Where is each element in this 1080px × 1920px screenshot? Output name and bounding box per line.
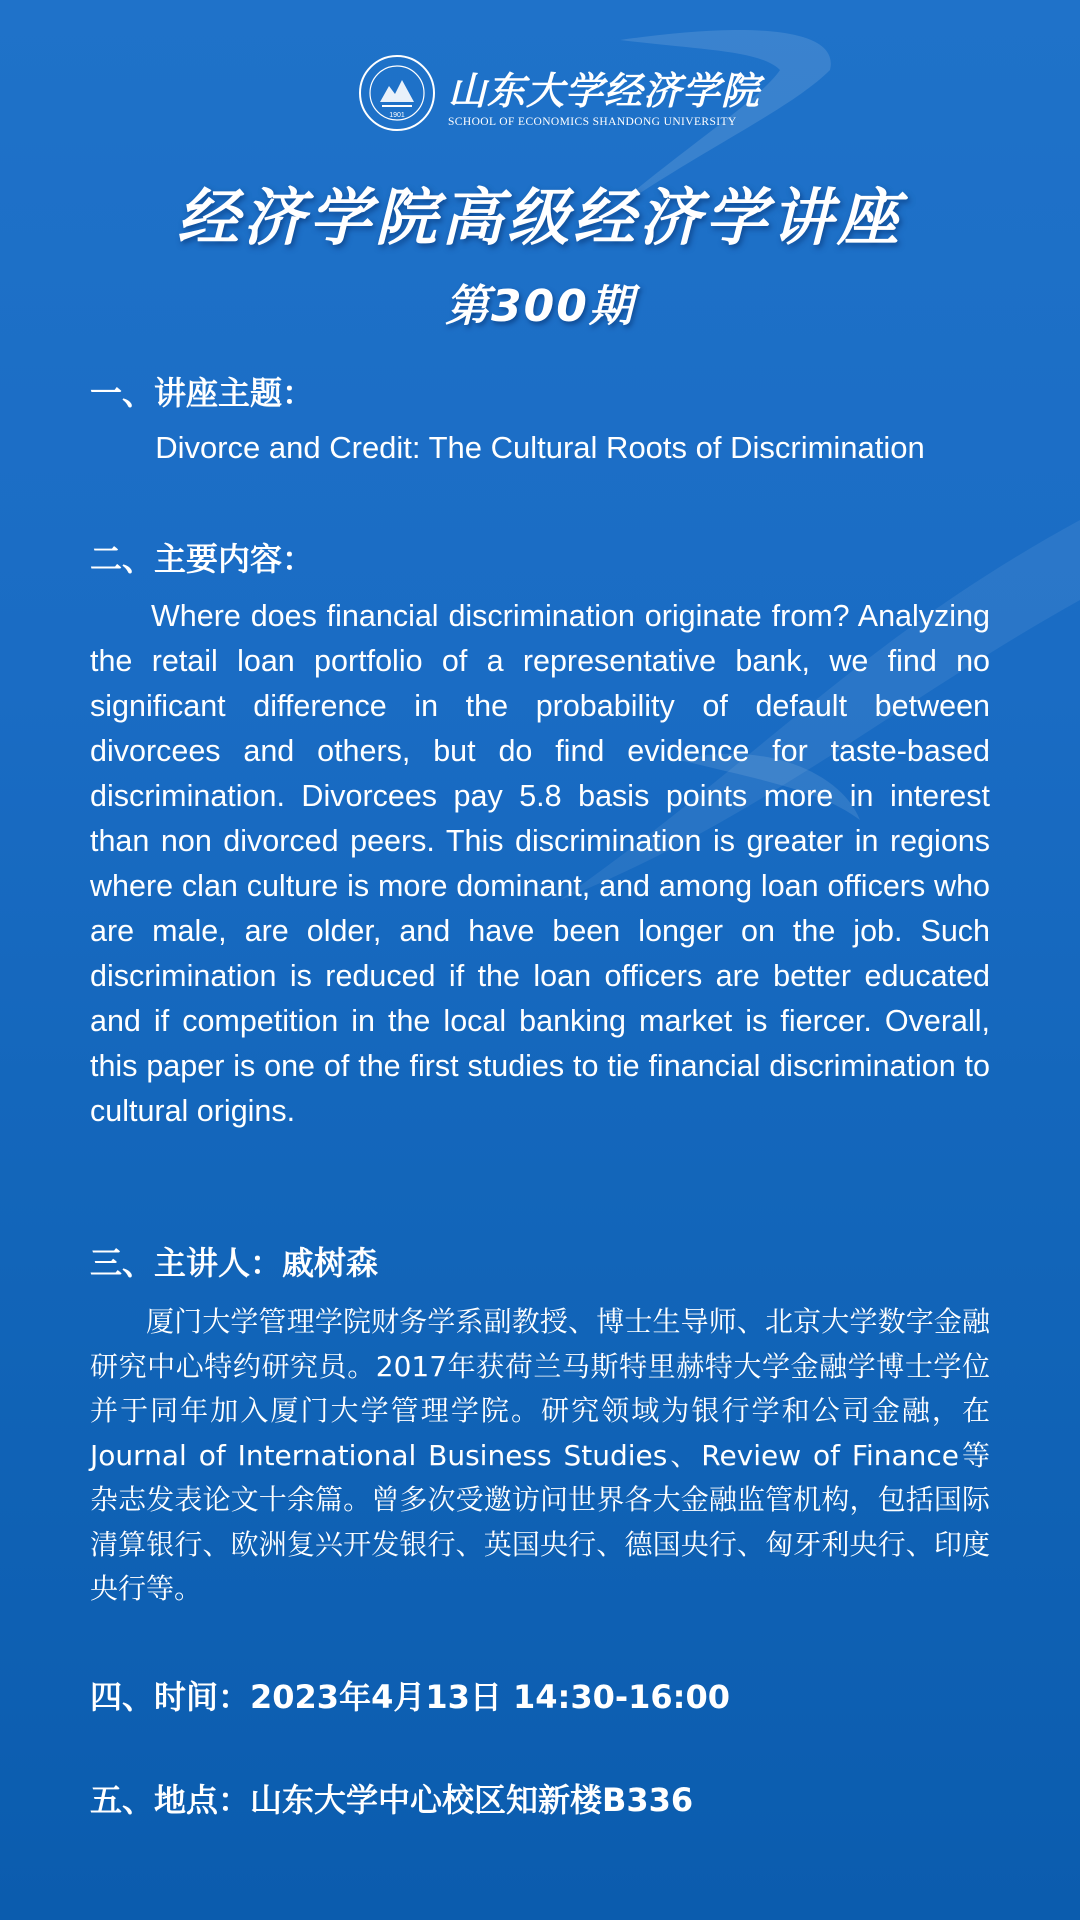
speaker-bio-paragraph: 厦门大学管理学院财务学系副教授、博士生导师、北京大学数字金融研究中心特约研究员。2017年获荷兰马斯特里赫特大学金融学博士学位并于同年加入厦门大学管理学院。研究领域为银行学和公司金融，在Journal of International Business Studies、Review of Finance等杂志发表论文十余篇。曾多次受邀访问世界各大金融监管机构，包括国际清算银行、欧洲复兴开发银行、英国央行、德国央行、匈牙利央行、印度央行等。 — [90, 1305, 990, 1605]
logo-chinese-name: 山东大学经济学院 — [448, 68, 761, 113]
issue-number: 第300期 — [445, 281, 635, 332]
topic-text: Divorce and Credit: The Cultural Roots of Discrimination — [155, 430, 925, 465]
logo-english-name: SCHOOL OF ECONOMICS SHANDONG UNIVERSITY — [448, 116, 737, 128]
school-logo — [0, 54, 1080, 136]
lecture-series-title: 经济学院高级经济学讲座 — [176, 181, 903, 254]
content-heading: 二、主要内容： — [90, 540, 315, 578]
university-seal-icon — [358, 54, 436, 132]
place-line: 五、地点：山东大学中心校区知新楼B336 — [90, 1781, 694, 1819]
abstract-paragraph: Where does financial discrimination originate from? Analyzing the retail loan portfolio of a representative bank, we find no significant difference in the probability of default between divorcees and others, but do find evidence for taste-based discrimination. Divorcees pay 5.8 basis points more in interest than non divorced peers. This discrimination is greater in regions where clan culture is more dominant, and among loan officers who are male, are older, and have been longer on the job. Such discrimination is reduced if the loan officers are better educated and if competition in the local banking market is fiercer. Overall, this paper is one of the first studies to tie financial discrimination to cultural origins. — [90, 599, 990, 1128]
time-line: 四、时间：2023年4月13日 14:30-16:00 — [90, 1678, 731, 1716]
seal-year: 1901 — [389, 112, 405, 119]
speaker-heading: 三、主讲人：戚树森 — [90, 1244, 379, 1282]
topic-heading: 一、讲座主题： — [90, 374, 315, 412]
